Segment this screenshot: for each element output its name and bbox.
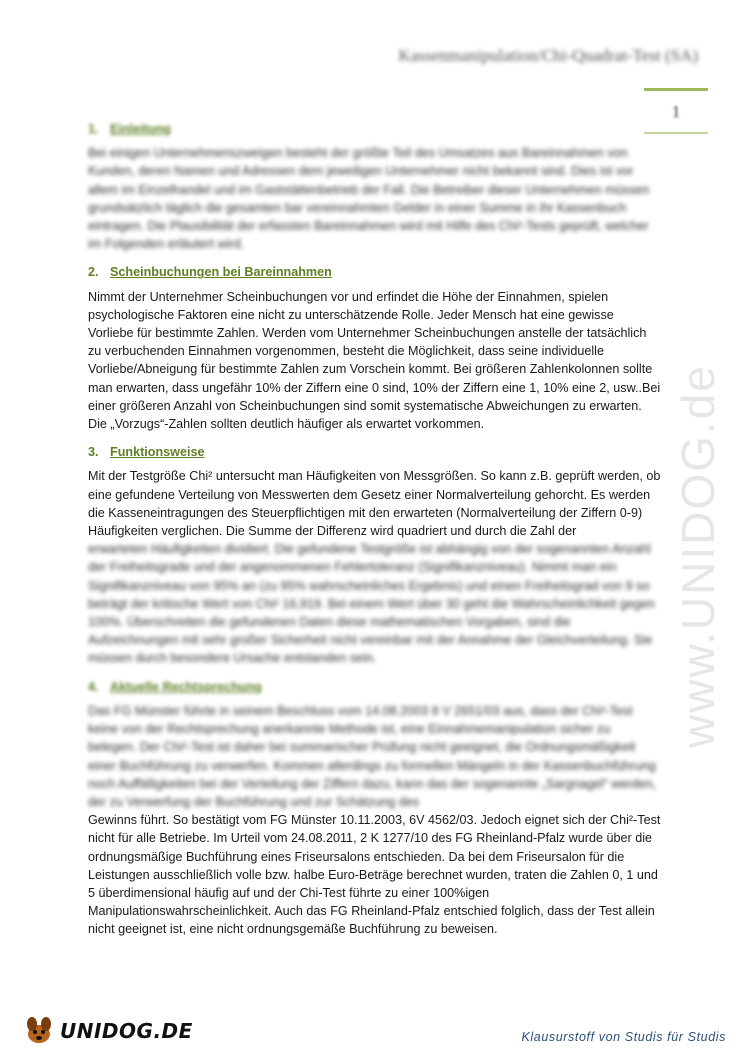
paragraph-blurred: Das FG Münster führte in seinem Beschluss vom 14.08.2003 8 V 2651/03 aus, dass der Chi²-Test keine von der Rechtsprechung anerkannte Methode ist, eine Einnahmemanipulation sicher zu belegen. Der Chi²-Test ist daher bei summarischer Prüfung nicht geeignet, die Ordnungsmäßigkeit einer Buchführung zu verwerfen. Kommen allerdings zu formellen Mängeln in der Kassenbuchführung noch Auffälligkeiten bei der Verteilung der Ziffern dazu, kann das der sogenannte „Sargnagel“ werden, der zu Verwerfung der Buchführung und zur Schätzung des <box>88 703 657 809</box>
section-number: 3. <box>88 445 99 460</box>
paragraph-blurred: erwarteten Häufigkeiten dividiert. Die gefundene Testgröße ist abhängig von der sogenannten Anzahl der Freiheitsgrade und der angenommenen Fehlertoleranz (Signifikanzniveau). Nimmt man ein Signifikanzniveau von 95% an (zu 95% wahrscheinliches Ergebnis) und einen Freiheitsgrad von 9 so beträgt der kritische Wert von Chi² 16,919. Bei einem Wert über 30 geht die Wahrscheinlichkeit gegen 100%. Überschreiten die gefundenen Daten diese mathematischen Vorgaben, sind die Aufzeichnungen mit sehr großer Sicherheit nicht vereinbar mit der Annahme der Gleichverteilung. Sie müssen durch besondere Ursache entstanden sein. <box>88 542 655 666</box>
document-body <box>88 120 662 949</box>
section-title: Funktionsweise <box>110 445 205 460</box>
section-number: 2. <box>88 265 99 280</box>
section-rechtsprechung <box>88 678 662 939</box>
section-title: Aktuelle Rechtsprechung <box>110 679 262 694</box>
section-funktionsweise <box>88 443 662 667</box>
page-number: 1 <box>671 102 681 121</box>
section-heading <box>88 443 662 461</box>
section-number: 1. <box>88 122 99 136</box>
section-introduction <box>88 120 662 253</box>
watermark-text: www.UNIDOG.de <box>672 364 724 748</box>
logo-wordmark: UNIDOG.DE <box>60 1019 193 1043</box>
paragraph: Mit der Testgröße Chi² untersucht man Häufigkeiten von Messgrößen. So kann z.B. geprüft werden, ob eine gefundene Verteilung von Messwerten dem Gesetz einer Normalverteilung gehorcht. Es werden die Kasseneintragungen des Steuerpflichtigen mit den erwarteten (Normalverteilung der Ziffern 0-9) Häufigkeiten verglichen. Die Summe der Differenz wird quadriert und durch die Zahl der <box>88 469 661 539</box>
section-heading <box>88 678 662 696</box>
watermark <box>670 200 730 760</box>
dog-logo-icon <box>22 1016 56 1046</box>
page-number-rule-top <box>644 88 708 91</box>
paragraph: Gewinns führt. So bestätigt vom FG Münster 10.11.2003, 6V 4562/03. Jedoch eignet sich der Chi²-Test nicht für alle Betriebe. Im Urteil vom 24.08.2011, 2 K 1277/10 des FG Rheinland-Pfalz wurde über die ordnungsmäßige Buchführung eines Friseursalons entschieden. Da bei dem Friseursalon für die Leistungen ausschließlich volle bzw. halbe Euro-Beträge berechnet wurden, traten die Zahlen 0, 1 und 5 überdimensional häufig auf und der Chi-Test führte zu einer 100%igen Manipulationswahrscheinlichkeit. Auch das FG Rheinland-Pfalz entschied folglich, dass der Test allein nicht geeignet ist, eine nicht ordnungsgemäße Buchführung zu beweisen. <box>88 813 661 937</box>
footer-logo <box>22 1016 193 1046</box>
section-title: Scheinbuchungen bei Bareinnahmen <box>110 265 332 280</box>
section-title: Einleitung <box>110 122 171 136</box>
paragraph: Nimmt der Unternehmer Scheinbuchungen vor und erfindet die Höhe der Einnahmen, spielen psychologische Faktoren eine nicht zu unterschätzende Rolle. Jeder Mensch hat eine gewisse Vorliebe für bestimmte Zahlen. Werden vom Unternehmer Scheinbuchungen anstelle der tatsächlich zu verbuchenden Einnahmen vorgenommen, besteht die Möglichkeit, dass seine individuelle Vorliebe/Abneigung für bestimmte Zahlen zum Vorschein kommt. Bei größeren Zahlenkolonnen sollte man erwarten, dass ungefähr 10% der Ziffern eine 0 sind, 10% der Ziffern eine 1, 10% eine 2, usw..Bei einer größeren Anzahl von Scheinbuchungen sind somit systematische Abweichungen zu erwarten. Die „Vorzugs“-Zahlen sollten deutlich häufiger als erwartet vorkommen. <box>88 289 661 432</box>
section-heading <box>88 263 662 281</box>
section-scheinbuchungen <box>88 263 662 433</box>
section-number: 4. <box>88 679 99 694</box>
header-title: Kassenmanipulation/Chi-Quadrat-Test (SA) <box>398 46 698 65</box>
section-heading <box>88 120 662 138</box>
paragraph: Bei einigen Unternehmenszweigen besteht der größte Teil des Umsatzes aus Bareinnahmen von Kunden, deren Namen und Adressen dem jeweiligen Unternehmer nicht bekannt sind. Dies ist vor allem im Einzelhandel und im Gaststättenbetrieb der Fall. Die Betreiber dieser Unternehmen müssen grundsätzlich täglich die gesamten bar vereinnahmten Gelder in einer Summe in ihr Kassenbuch eintragen. Die Plausibilität der erfassten Bareinnahmen wird mit Hilfe des Chi²-Tests geprüft, welcher im Folgenden erläutert wird. <box>88 146 650 252</box>
footer-tagline: Klausurstoff von Studis für Studis <box>521 1030 726 1044</box>
